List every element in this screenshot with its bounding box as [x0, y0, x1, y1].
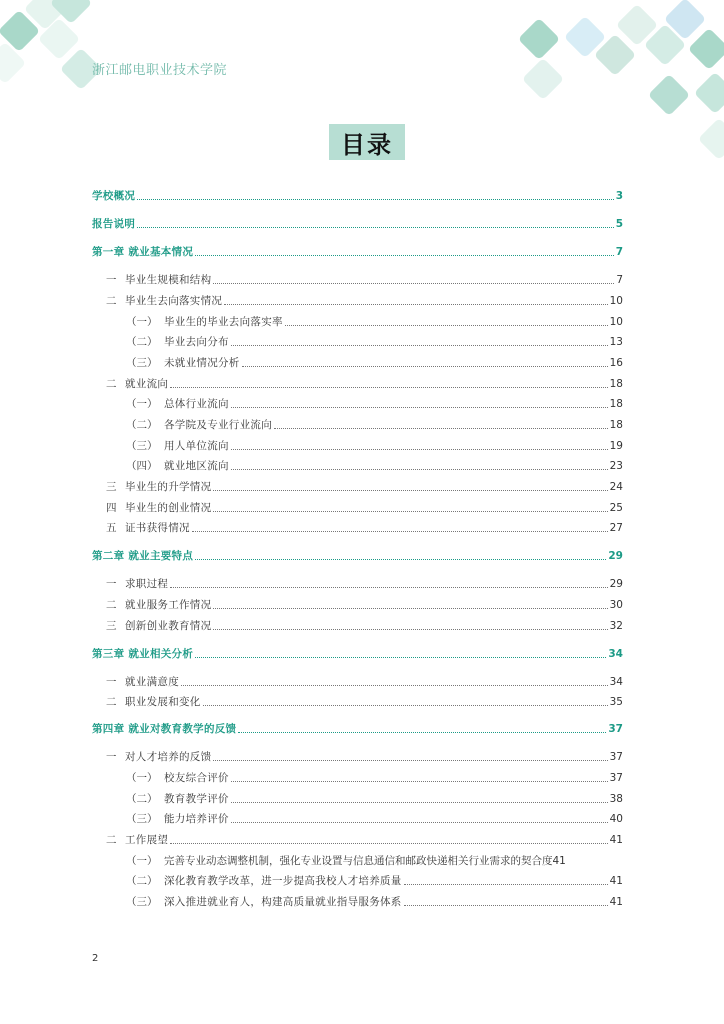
toc-leader-dots [242, 365, 608, 367]
toc-entry[interactable] [92, 573, 623, 591]
decor-tile [522, 58, 564, 100]
toc-entry-number: 一 [106, 274, 117, 286]
toc-entry-page: 32 [609, 620, 623, 632]
toc-entry-number: （一） [126, 316, 158, 328]
toc-entry-text: 工作展望 [125, 834, 169, 846]
toc-entry[interactable] [92, 746, 623, 764]
toc-entry[interactable] [92, 808, 623, 826]
toc-entry[interactable] [92, 373, 623, 391]
toc-entry-text: 第四章 就业对教育教学的反馈 [92, 723, 237, 735]
toc-leader-dots [231, 780, 608, 782]
toc-leader-dots [170, 842, 607, 844]
toc-entry-text: 第一章 就业基本情况 [92, 246, 194, 258]
toc-entry-number: 二 [106, 378, 117, 390]
toc-entry-page: 27 [609, 522, 623, 534]
toc-leader-dots [213, 510, 607, 512]
toc-entry-number: 一 [106, 578, 117, 590]
toc-entry-number: 三 [106, 481, 117, 493]
toc-leader-dots [213, 282, 614, 284]
toc-entry[interactable] [92, 891, 623, 909]
toc-entry-text: 毕业去向分布 [164, 336, 229, 348]
toc-entry-page: 7 [615, 246, 623, 258]
toc-entry-page: 34 [608, 648, 623, 660]
toc-leader-dots [137, 226, 613, 228]
toc-leader-dots [231, 448, 608, 450]
toc-entry-page: 34 [609, 676, 623, 688]
toc-entry[interactable] [92, 870, 623, 888]
toc-leader-dots [238, 731, 606, 733]
toc-entry-page: 18 [609, 419, 623, 431]
toc-entry-page: 38 [609, 793, 623, 805]
toc-entry-page: 29 [609, 578, 623, 590]
toc-leader-dots [213, 607, 607, 609]
toc-entry-page: 10 [609, 295, 623, 307]
toc-entry[interactable] [92, 311, 623, 329]
toc-entry-text: 毕业生的创业情况 [125, 502, 212, 514]
toc-entry-text: 完善专业动态调整机制，强化专业设置与信息通信和邮政快递相关行业需求的契合度 [164, 855, 553, 867]
toc-entry-page: 40 [609, 813, 623, 825]
toc-entry-page: 37 [609, 751, 623, 763]
toc-entry[interactable] [92, 829, 623, 847]
toc-entry-page: 37 [609, 772, 623, 784]
toc-leader-dots [181, 684, 608, 686]
toc-entry-number: （三） [126, 813, 158, 825]
toc-leader-dots [231, 821, 608, 823]
toc-leader-dots [231, 801, 608, 803]
institution-name: 浙江邮电职业技术学院 [92, 63, 228, 78]
toc-title: 目录 [341, 130, 393, 159]
toc-leader-dots [274, 427, 608, 429]
toc-leader-dots [195, 558, 606, 560]
toc-entry[interactable] [92, 788, 623, 806]
toc-entry-number: （一） [126, 772, 158, 784]
toc-entry-text: 毕业生的升学情况 [125, 481, 212, 493]
toc-leader-dots [404, 883, 608, 885]
toc-entry-text: 就业流向 [125, 378, 169, 390]
toc-entry-page: 30 [609, 599, 623, 611]
toc-entry[interactable] [92, 241, 623, 259]
toc-entry-text: 深化教育教学改革，进一步提高我校人才培养质量 [164, 875, 402, 887]
toc-entry[interactable] [92, 269, 623, 287]
decor-tile [688, 28, 724, 70]
toc-entry[interactable] [92, 850, 628, 868]
toc-entry-page: 41 [609, 875, 623, 887]
toc-entry-text: 创新创业教育情况 [125, 620, 212, 632]
toc-entry-page: 41 [609, 834, 623, 846]
toc-entry-page: 29 [608, 550, 623, 562]
toc-entry-page: 23 [609, 460, 623, 472]
toc-entry[interactable] [92, 435, 623, 453]
toc-entry-page: 41 [552, 855, 566, 867]
toc-entry-number: 二 [106, 295, 117, 307]
toc-entry-page: 10 [609, 316, 623, 328]
toc-entry-page: 35 [609, 696, 623, 708]
toc-leader-dots [170, 386, 607, 388]
toc-entry-number: （一） [126, 855, 158, 867]
toc-entry[interactable] [92, 718, 623, 736]
toc-entry-number: 五 [106, 522, 117, 534]
toc-leader-dots [195, 656, 606, 658]
toc-entry[interactable] [92, 393, 623, 411]
decor-tile [694, 72, 724, 114]
toc-entry-text: 报告说明 [92, 218, 136, 230]
page-number: 2 [92, 953, 99, 964]
toc-entry-text: 求职过程 [125, 578, 169, 590]
toc-leader-dots [231, 468, 608, 470]
toc-entry-text: 就业地区流向 [164, 460, 229, 472]
toc-entry-text: 能力培养评价 [164, 813, 229, 825]
toc-entry-text: 证书获得情况 [125, 522, 190, 534]
toc-leader-dots [404, 904, 608, 906]
toc-entry-page: 5 [615, 218, 623, 230]
toc-entry-page: 18 [609, 398, 623, 410]
toc-entry[interactable] [92, 545, 623, 563]
toc-entry-page: 24 [609, 481, 623, 493]
toc-leader-dots [192, 530, 608, 532]
toc-entry-text: 校友综合评价 [164, 772, 229, 784]
toc-leader-dots [231, 406, 608, 408]
toc-entry[interactable] [92, 290, 623, 308]
toc-entry[interactable] [92, 517, 623, 535]
toc-leader-dots [195, 254, 614, 256]
toc-leader-dots [170, 586, 607, 588]
decor-tile [648, 74, 690, 116]
toc-entry-number: （二） [126, 336, 158, 348]
toc-entry-text: 对人才培养的反馈 [125, 751, 212, 763]
toc-entry[interactable] [92, 767, 623, 785]
toc-entry-number: 二 [106, 599, 117, 611]
toc-leader-dots [203, 704, 608, 706]
decor-tile [518, 18, 560, 60]
toc-entry[interactable] [92, 671, 623, 689]
toc-entry[interactable] [92, 352, 623, 370]
toc-entry-number: 一 [106, 676, 117, 688]
toc-entry-number: （三） [126, 440, 158, 452]
toc-entry-text: 毕业生规模和结构 [125, 274, 212, 286]
toc-entry-number: （二） [126, 875, 158, 887]
toc-entry-number: （四） [126, 460, 158, 472]
toc-leader-dots [285, 324, 608, 326]
toc-entry-text: 学校概况 [92, 190, 136, 202]
toc-entry-text: 教育教学评价 [164, 793, 229, 805]
toc-entry[interactable] [92, 414, 623, 432]
toc-entry[interactable] [92, 691, 623, 709]
toc-entry-page: 41 [609, 896, 623, 908]
toc-entry-number: （三） [126, 357, 158, 369]
toc-title-box [329, 124, 405, 160]
toc-entry-page: 19 [609, 440, 623, 452]
toc-entry-text: 深入推进就业育人，构建高质量就业指导服务体系 [164, 896, 402, 908]
toc-leader-dots [231, 344, 608, 346]
toc-entry-text: 总体行业流向 [164, 398, 229, 410]
toc-entry-page: 13 [609, 336, 623, 348]
toc-entry-number: （二） [126, 419, 158, 431]
decor-tile [698, 118, 724, 160]
toc-entry[interactable] [92, 455, 623, 473]
toc-entry[interactable] [92, 331, 623, 349]
toc-entry[interactable] [92, 497, 623, 515]
toc-entry-page: 3 [615, 190, 623, 202]
toc-entry-text: 就业服务工作情况 [125, 599, 212, 611]
toc-entry-text: 毕业生去向落实情况 [125, 295, 223, 307]
toc-entry[interactable] [92, 476, 623, 494]
toc-entry-text: 职业发展和变化 [125, 696, 201, 708]
toc-entry-text: 第三章 就业相关分析 [92, 648, 194, 660]
toc-entry[interactable] [92, 213, 623, 231]
toc-entry[interactable] [92, 643, 623, 661]
toc-entry-text: 各学院及专业行业流向 [164, 419, 272, 431]
toc-leader-dots [213, 489, 607, 491]
toc-entry-number: 二 [106, 696, 117, 708]
toc-leader-dots [224, 303, 607, 305]
toc-entry-number: （三） [126, 896, 158, 908]
toc-entry-page: 16 [609, 357, 623, 369]
toc-entry[interactable] [92, 594, 623, 612]
toc-entry-number: （二） [126, 793, 158, 805]
toc-entry-text: 毕业生的毕业去向落实率 [164, 316, 283, 328]
toc-entry-page: 18 [609, 378, 623, 390]
toc-entry-page: 7 [616, 274, 623, 286]
toc-entry-page: 25 [609, 502, 623, 514]
toc-leader-dots [137, 198, 613, 200]
toc-entry-number: 二 [106, 834, 117, 846]
toc-entry-text: 用人单位流向 [164, 440, 229, 452]
toc-entry-number: 四 [106, 502, 117, 514]
toc-entry[interactable] [92, 615, 623, 633]
toc-entry-text: 未就业情况分析 [164, 357, 240, 369]
toc-entry-number: 三 [106, 620, 117, 632]
toc-entry-text: 就业满意度 [125, 676, 179, 688]
toc-leader-dots [213, 628, 607, 630]
toc-leader-dots [213, 759, 607, 761]
toc-entry-number: （一） [126, 398, 158, 410]
toc-entry[interactable] [92, 185, 623, 203]
toc-entry-number: 一 [106, 751, 117, 763]
toc-entry-text: 第二章 就业主要特点 [92, 550, 194, 562]
toc-entry-page: 37 [608, 723, 623, 735]
